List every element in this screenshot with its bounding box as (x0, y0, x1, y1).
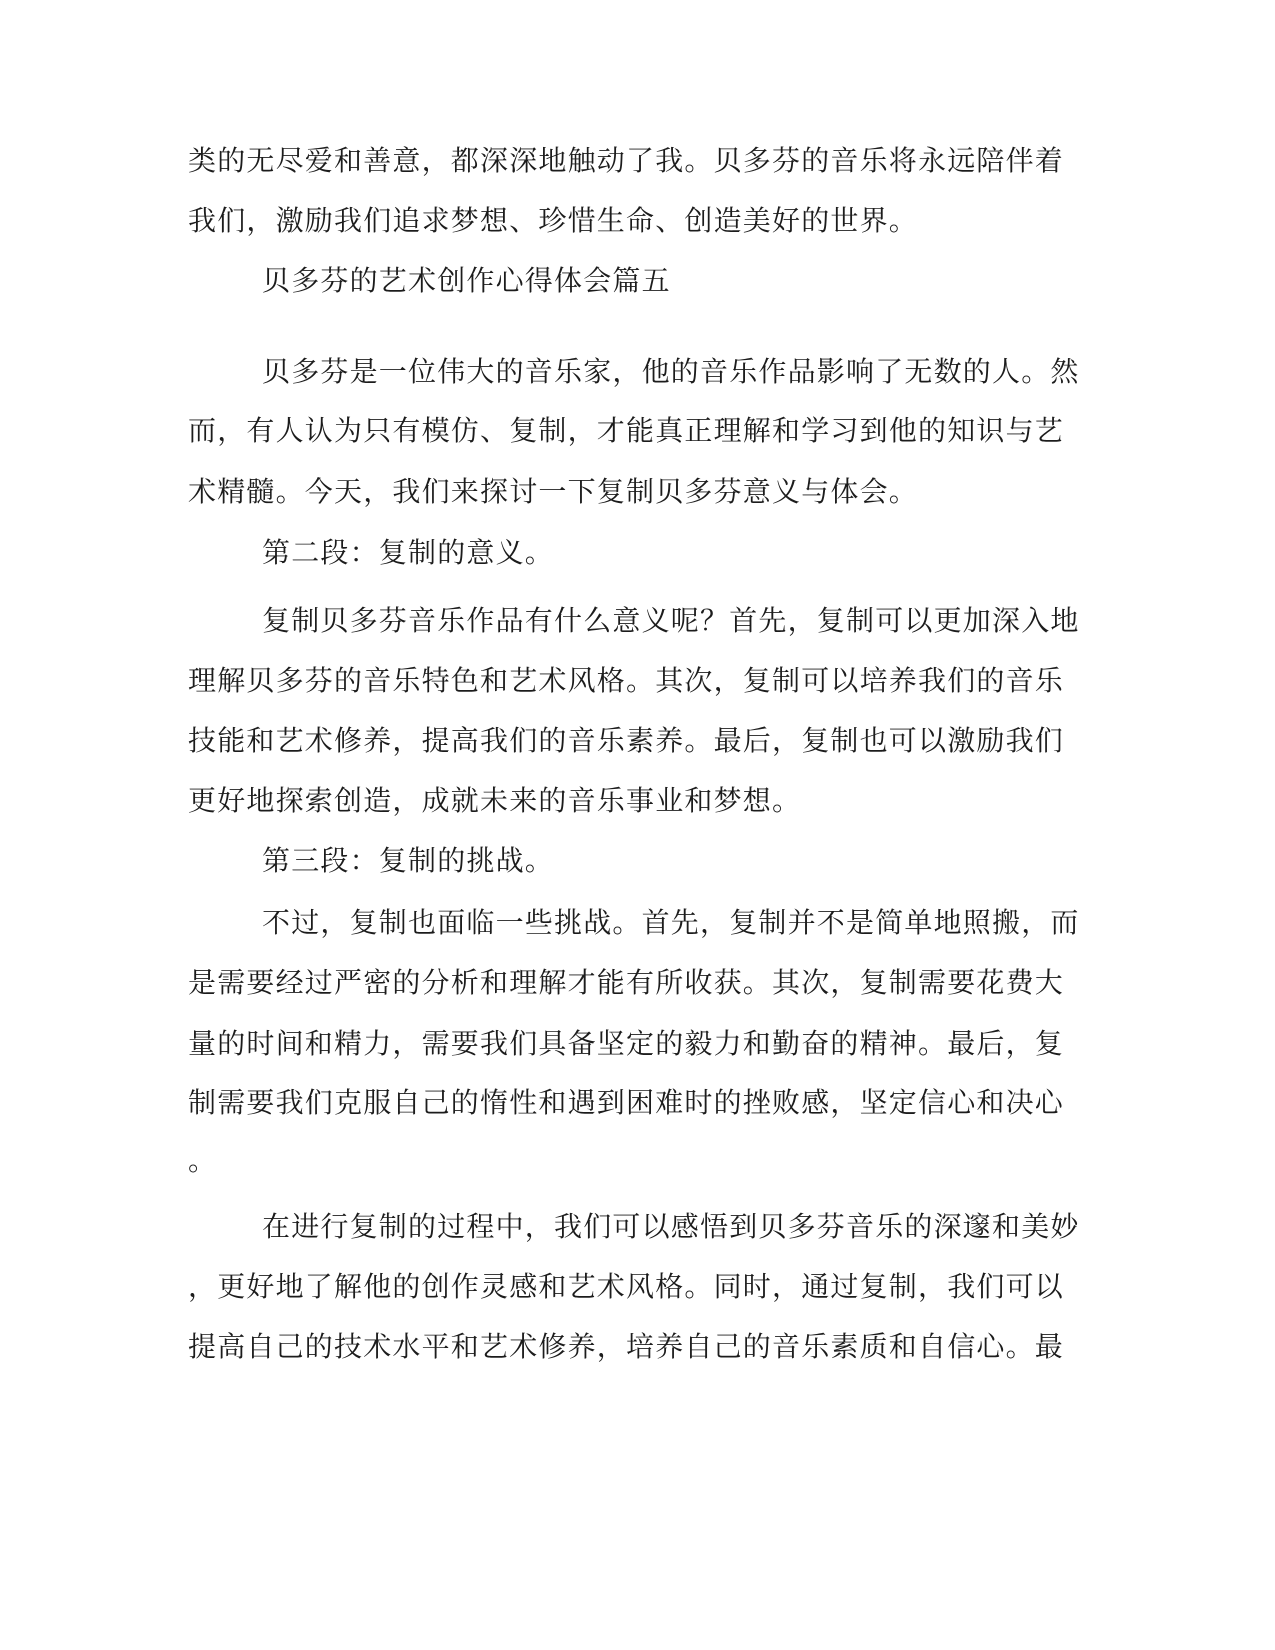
text-line: ，更好地了解他的创作灵感和艺术风格。同时，通过复制，我们可以 (188, 1270, 1065, 1303)
section-heading: 贝多芬的艺术创作心得体会篇五 (262, 264, 671, 297)
text-line: 技能和艺术修养，提高我们的音乐素养。最后，复制也可以激励我们 (188, 724, 1065, 757)
text-line: 而，有人认为只有模仿、复制，才能真正理解和学习到他的知识与艺 (188, 414, 1065, 447)
text-line: 。 (188, 1144, 218, 1177)
text-line: 提高自己的技术水平和艺术修养，培养自己的音乐素质和自信心。最 (188, 1330, 1065, 1363)
text-line: 不过，复制也面临一些挑战。首先，复制并不是简单地照搬，而 (262, 906, 1080, 939)
text-line: 贝多芬是一位伟大的音乐家，他的音乐作品影响了无数的人。然 (262, 355, 1080, 388)
text-line: 理解贝多芬的音乐特色和艺术风格。其次，复制可以培养我们的音乐 (188, 664, 1065, 697)
text-line: 我们，激励我们追求梦想、珍惜生命、创造美好的世界。 (188, 204, 919, 237)
text-line: 更好地探索创造，成就未来的音乐事业和梦想。 (188, 784, 802, 817)
paragraph-heading: 第三段：复制的挑战。 (262, 844, 555, 877)
paragraph-heading: 第二段：复制的意义。 (262, 536, 555, 569)
text-line: 量的时间和精力，需要我们具备坚定的毅力和勤奋的精神。最后，复 (188, 1027, 1065, 1060)
text-line: 制需要我们克服自己的惰性和遇到困难时的挫败感，坚定信心和决心 (188, 1086, 1065, 1119)
text-line: 复制贝多芬音乐作品有什么意义呢？首先，复制可以更加深入地 (262, 604, 1080, 637)
text-line: 类的无尽爱和善意，都深深地触动了我。贝多芬的音乐将永远陪伴着 (188, 144, 1065, 177)
text-line: 是需要经过严密的分析和理解才能有所收获。其次，复制需要花费大 (188, 966, 1065, 999)
text-line: 术精髓。今天，我们来探讨一下复制贝多芬意义与体会。 (188, 475, 919, 508)
text-line: 在进行复制的过程中，我们可以感悟到贝多芬音乐的深邃和美妙 (262, 1210, 1080, 1243)
